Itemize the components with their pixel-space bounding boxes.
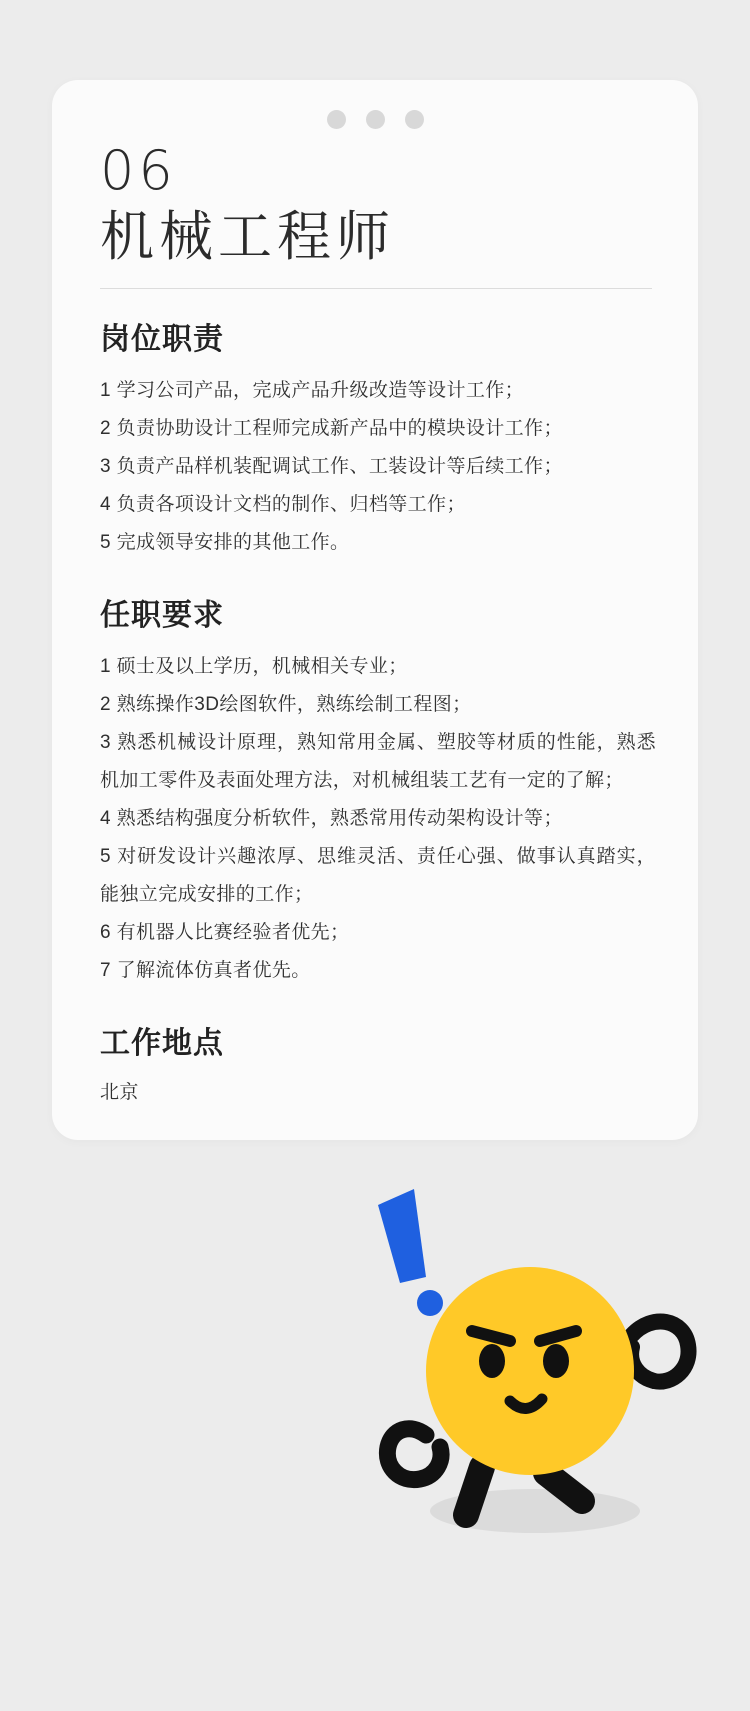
- title-block: [100, 139, 650, 268]
- list-item: 3 负责产品样机装配调试工作、工装设计等后续工作；: [100, 456, 563, 477]
- section-heading: 工作地点: [100, 1027, 224, 1060]
- section-responsibilities: [100, 320, 656, 562]
- page-title: 机械工程师: [100, 207, 395, 267]
- list-item: 4 负责各项设计文档的制作、归档等工作；: [100, 494, 466, 515]
- exclamation-icon: [378, 1189, 443, 1316]
- mascot-right-arm: [631, 1322, 688, 1382]
- mascot-left-arm: [387, 1429, 441, 1480]
- location-value: 北京: [100, 1082, 139, 1103]
- list-item: 2 负责协助设计工程师完成新产品中的模块设计工作；: [100, 418, 563, 439]
- title-divider: [100, 288, 652, 289]
- list-item: 5 完成领导安排的其他工作。: [100, 532, 350, 553]
- section-location: [100, 1024, 656, 1110]
- punch-hole: [366, 110, 385, 129]
- job-number: 06: [100, 139, 177, 202]
- section-requirements: [100, 596, 656, 990]
- section-heading: 任职要求: [100, 599, 224, 632]
- mascot-body: [426, 1267, 634, 1475]
- list-item: 6 有机器人比赛经验者优先；: [100, 922, 350, 943]
- list-item: 7 了解流体仿真者优先。: [100, 960, 311, 981]
- list-item: 1 学习公司产品，完成产品升级改造等设计工作；: [100, 380, 525, 401]
- list-item: 4 熟悉结构强度分析软件，熟悉常用传动架构设计等；: [100, 808, 563, 829]
- section-heading: 岗位职责: [100, 323, 224, 356]
- list-item: 1 硕士及以上学历，机械相关专业；: [100, 656, 408, 677]
- punch-hole: [405, 110, 424, 129]
- list-item: 2 熟练操作3D绘图软件，熟练绘制工程图；: [100, 694, 472, 715]
- punch-hole: [327, 110, 346, 129]
- list-item: 5 对研发设计兴趣浓厚、思维灵活、责任心强、做事认真踏实，能独立完成安排的工作；: [100, 846, 656, 905]
- mascot-illustration: [370, 1185, 700, 1545]
- punch-holes: [52, 110, 698, 129]
- job-content: [100, 320, 656, 1110]
- job-card: [52, 80, 698, 1140]
- list-item: 3 熟悉机械设计原理，熟知常用金属、塑胶等材质的性能，熟悉机加工零件及表面处理方法，对机械组装工艺有一定的了解；: [100, 732, 656, 791]
